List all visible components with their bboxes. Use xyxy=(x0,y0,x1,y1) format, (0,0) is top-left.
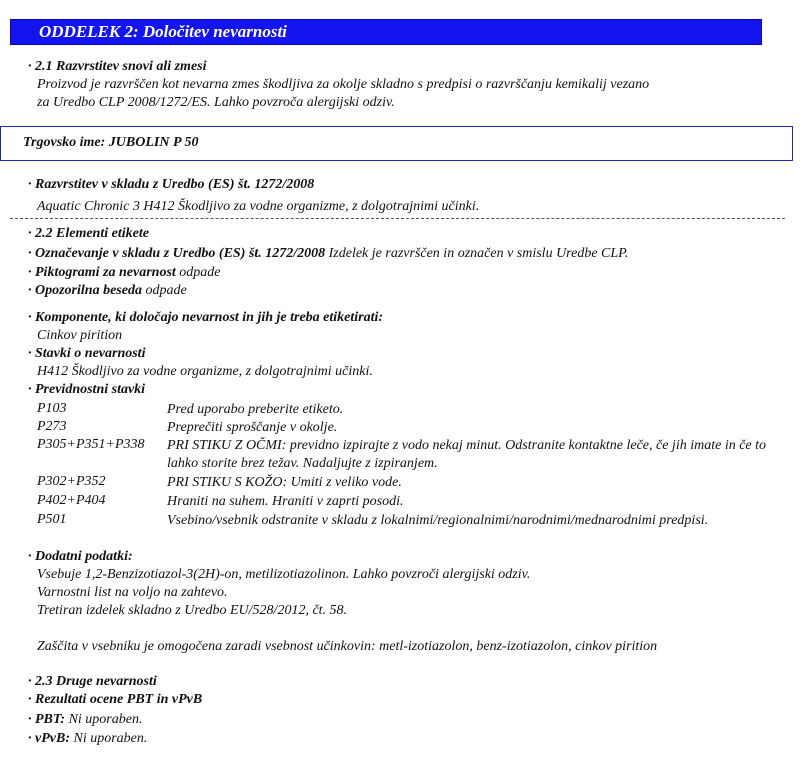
pictograms-row xyxy=(28,263,221,281)
components-heading: · Komponente, ki določajo nevarnost in jih je treba etiketirati: xyxy=(28,310,384,325)
section-header-bar xyxy=(10,19,762,45)
s21-line1: Proizvod je razvrščen kot nevarna zmes škodljiva za okolje skladno s predpisi o razvrščanju kemikalij vezano xyxy=(37,77,650,92)
precautionary-text: PRI STIKU S KOŽO: Umiti z veliko vode. xyxy=(167,475,402,490)
vpvb-label: · vPvB: xyxy=(28,731,70,746)
precautionary-code: P402+P404 xyxy=(37,493,106,508)
pbt-row xyxy=(28,710,142,728)
protection-paragraph: Zaščita v vsebniku je omogočena zaradi vsebnost učinkovin: metl-izotiazolon, benz-izotiazolon, cinkov pirition xyxy=(37,639,658,654)
pbt-label: · PBT: xyxy=(28,712,66,727)
precautionary-text: Pred uporabo preberite etiketo. xyxy=(167,402,344,417)
pictograms-label: · Piktogrami za nevarnost xyxy=(28,265,176,280)
additional-line1: Vsebuje 1,2-Benzizotiazol-3(2H)-on, metilizotiazolinon. Lahko povzroči alergijski odziv. xyxy=(37,567,531,582)
signal-word-value: odpade xyxy=(141,283,187,298)
trade-name: Trgovsko ime: JUBOLIN P 50 xyxy=(23,135,199,150)
precautionary-text: PRI STIKU Z OČMI: previdno izpirajte z vodo nekaj minut. Odstranite kontaktne leče, če jih imate in če to lahko storite brez težav. Nadaljujte z izpiranjem. xyxy=(167,438,767,471)
s22-heading: · 2.2 Elementi etikete xyxy=(28,226,149,241)
precautionary-text: Hraniti na suhem. Hraniti v zaprti posodi. xyxy=(167,494,404,509)
classification-line: Aquatic Chronic 3 H412 Škodljivo za vodne organizme, z dolgotrajnimi učinki. xyxy=(37,199,480,214)
pbt-vpvb-heading: · Rezultati ocene PBT in vPvB xyxy=(28,692,203,707)
signal-word-row xyxy=(28,281,187,299)
precautionary-text: Preprečiti sproščanje v okolje. xyxy=(167,420,338,435)
signal-word-label: · Opozorilna beseda xyxy=(28,283,142,298)
additional-line2: Varnostni list na voljo na zahtevo. xyxy=(37,585,228,600)
precautionary-code: P273 xyxy=(37,419,67,434)
precautionary-code: P103 xyxy=(37,401,67,416)
additional-heading: · Dodatni podatki: xyxy=(28,549,133,564)
labelling-row xyxy=(28,244,628,262)
hazard-statements-heading: · Stavki o nevarnosti xyxy=(28,346,146,361)
precautionary-heading: · Previdnostni stavki xyxy=(28,382,146,397)
s21-line2: za Uredbo CLP 2008/1272/ES. Lahko povzroča alergijski odziv. xyxy=(37,95,395,110)
precautionary-code: P305+P351+P338 xyxy=(37,437,145,452)
section-title: ODDELEK 2: Določitev nevarnosti xyxy=(39,22,287,41)
trade-name-box xyxy=(0,126,793,161)
s23-heading: · 2.3 Druge nevarnosti xyxy=(28,674,157,689)
classification-heading: · Razvrstitev v skladu z Uredbo (ES) št. 1272/2008 xyxy=(28,177,315,192)
labelling-value: Izdelek je razvrščen in označen v smislu Uredbe CLP. xyxy=(325,246,629,261)
dashed-divider xyxy=(10,218,785,219)
pbt-value: Ni uporaben. xyxy=(65,712,143,727)
precautionary-code: P501 xyxy=(37,512,67,527)
precautionary-code: P302+P352 xyxy=(37,474,106,489)
vpvb-row xyxy=(28,729,147,747)
vpvb-value: Ni uporaben. xyxy=(69,731,148,746)
hazard-statements-value: H412 Škodljivo za vodne organizme, z dolgotrajnimi učinki. xyxy=(37,364,373,379)
components-value: Cinkov pirition xyxy=(37,328,123,343)
pictograms-value: odpade xyxy=(175,265,221,280)
precautionary-text: Vsebino/vsebnik odstranite v skladu z lokalnimi/regionalnimi/narodnimi/mednarodnimi predpisi. xyxy=(167,513,709,528)
additional-line3: Tretiran izdelek skladno z Uredbo EU/528/2012, čt. 58. xyxy=(37,603,348,618)
s21-heading: · 2.1 Razvrstitev snovi ali zmesi xyxy=(28,59,207,74)
labelling-label: · Označevanje v skladu z Uredbo (ES) št. 1272/2008 xyxy=(28,246,326,261)
